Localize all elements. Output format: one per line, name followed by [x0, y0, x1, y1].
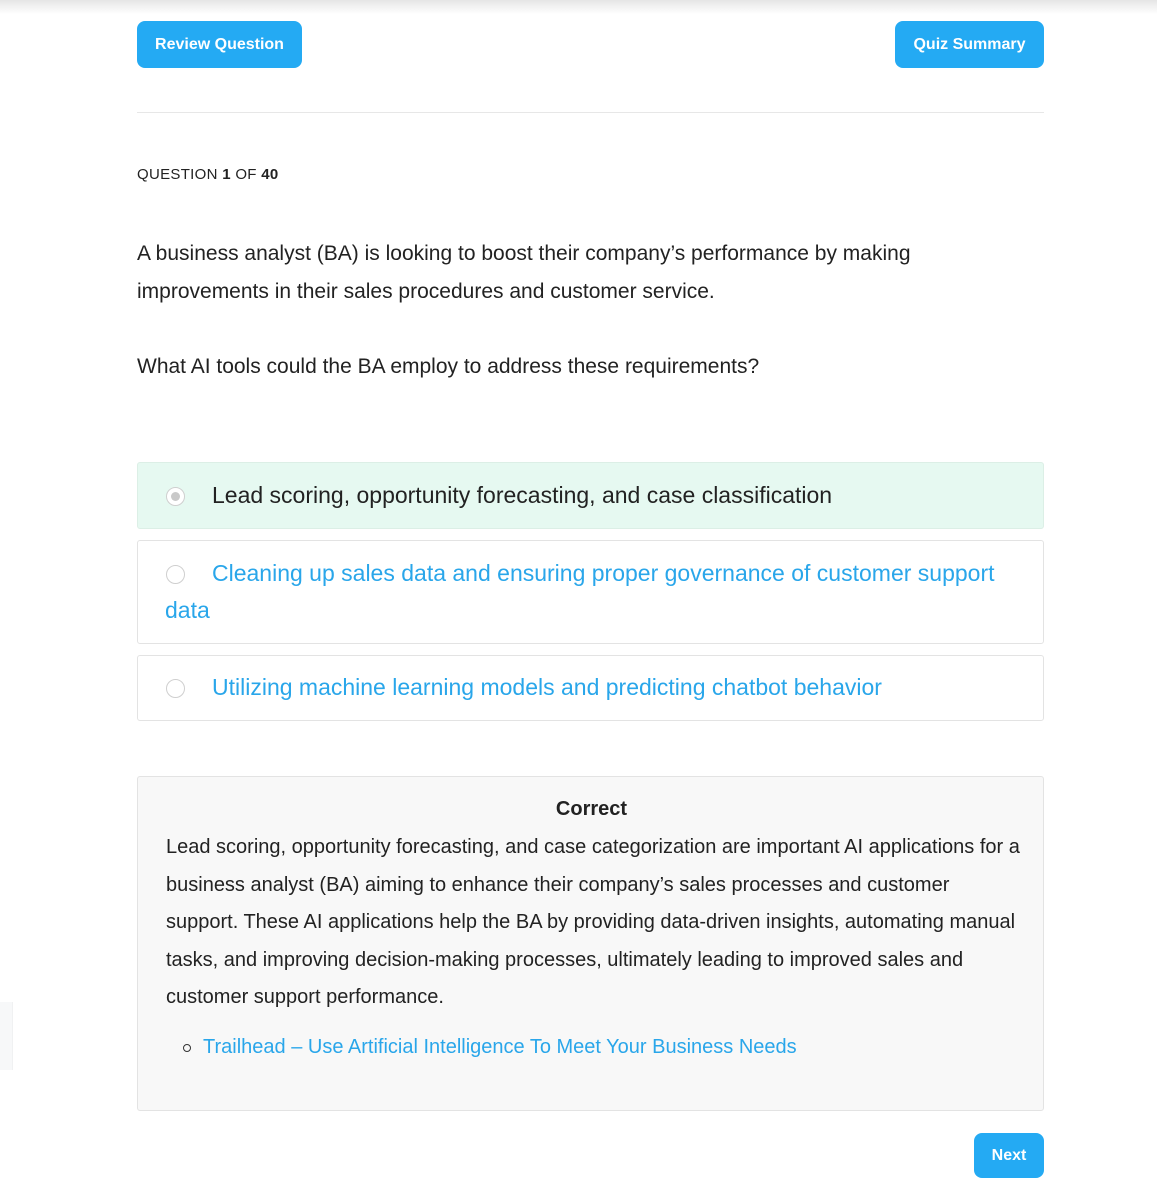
answer-option-3[interactable] [137, 655, 1044, 721]
bullet-circle-icon [183, 1044, 191, 1052]
header-shadow [0, 0, 1157, 14]
answer-option-label: Cleaning up sales data and ensuring proper governance of customer support data [165, 560, 995, 623]
question-text: A business analyst (BA) is looking to boost their company’s performance by making improvements in their sales procedures and customer service. [137, 242, 911, 303]
answer-option-2[interactable] [137, 540, 1044, 644]
answer-option-label: Utilizing machine learning models and predicting chatbot behavior [212, 674, 882, 700]
quiz-summary-button[interactable]: Quiz Summary [895, 21, 1044, 68]
question-counter [137, 166, 279, 183]
radio-button[interactable] [166, 679, 185, 698]
answer-option-1[interactable] [137, 462, 1044, 529]
question-prompt: What AI tools could the BA employ to address these requirements? [137, 355, 760, 378]
counter-total: 40 [261, 166, 279, 183]
answer-option-label: Lead scoring, opportunity forecasting, and case classification [212, 482, 833, 508]
counter-sep: OF [235, 166, 257, 183]
reference-list [183, 1032, 797, 1062]
review-question-button[interactable]: Review Question [137, 21, 302, 68]
feedback-panel [137, 776, 1044, 1111]
side-tab [0, 1002, 13, 1070]
radio-button-checked[interactable] [166, 487, 185, 506]
feedback-title: Correct [555, 798, 628, 820]
reference-item [183, 1032, 797, 1062]
counter-current: 1 [222, 166, 231, 183]
divider [137, 112, 1044, 113]
feedback-body: Lead scoring, opportunity forecasting, and case categorization are important AI applications for a business analyst (BA) aiming to enhance their company’s sales processes and customer support. These AI applications help the BA by providing data-driven insights, automating manual tasks, and improving decision-making processes, ultimately leading to improved sales and customer support performance. [166, 836, 1020, 1008]
counter-prefix: QUESTION [137, 166, 218, 183]
next-button[interactable]: Next [974, 1133, 1044, 1178]
reference-link[interactable]: Trailhead – Use Artificial Intelligence To Meet Your Business Needs [203, 1036, 797, 1058]
